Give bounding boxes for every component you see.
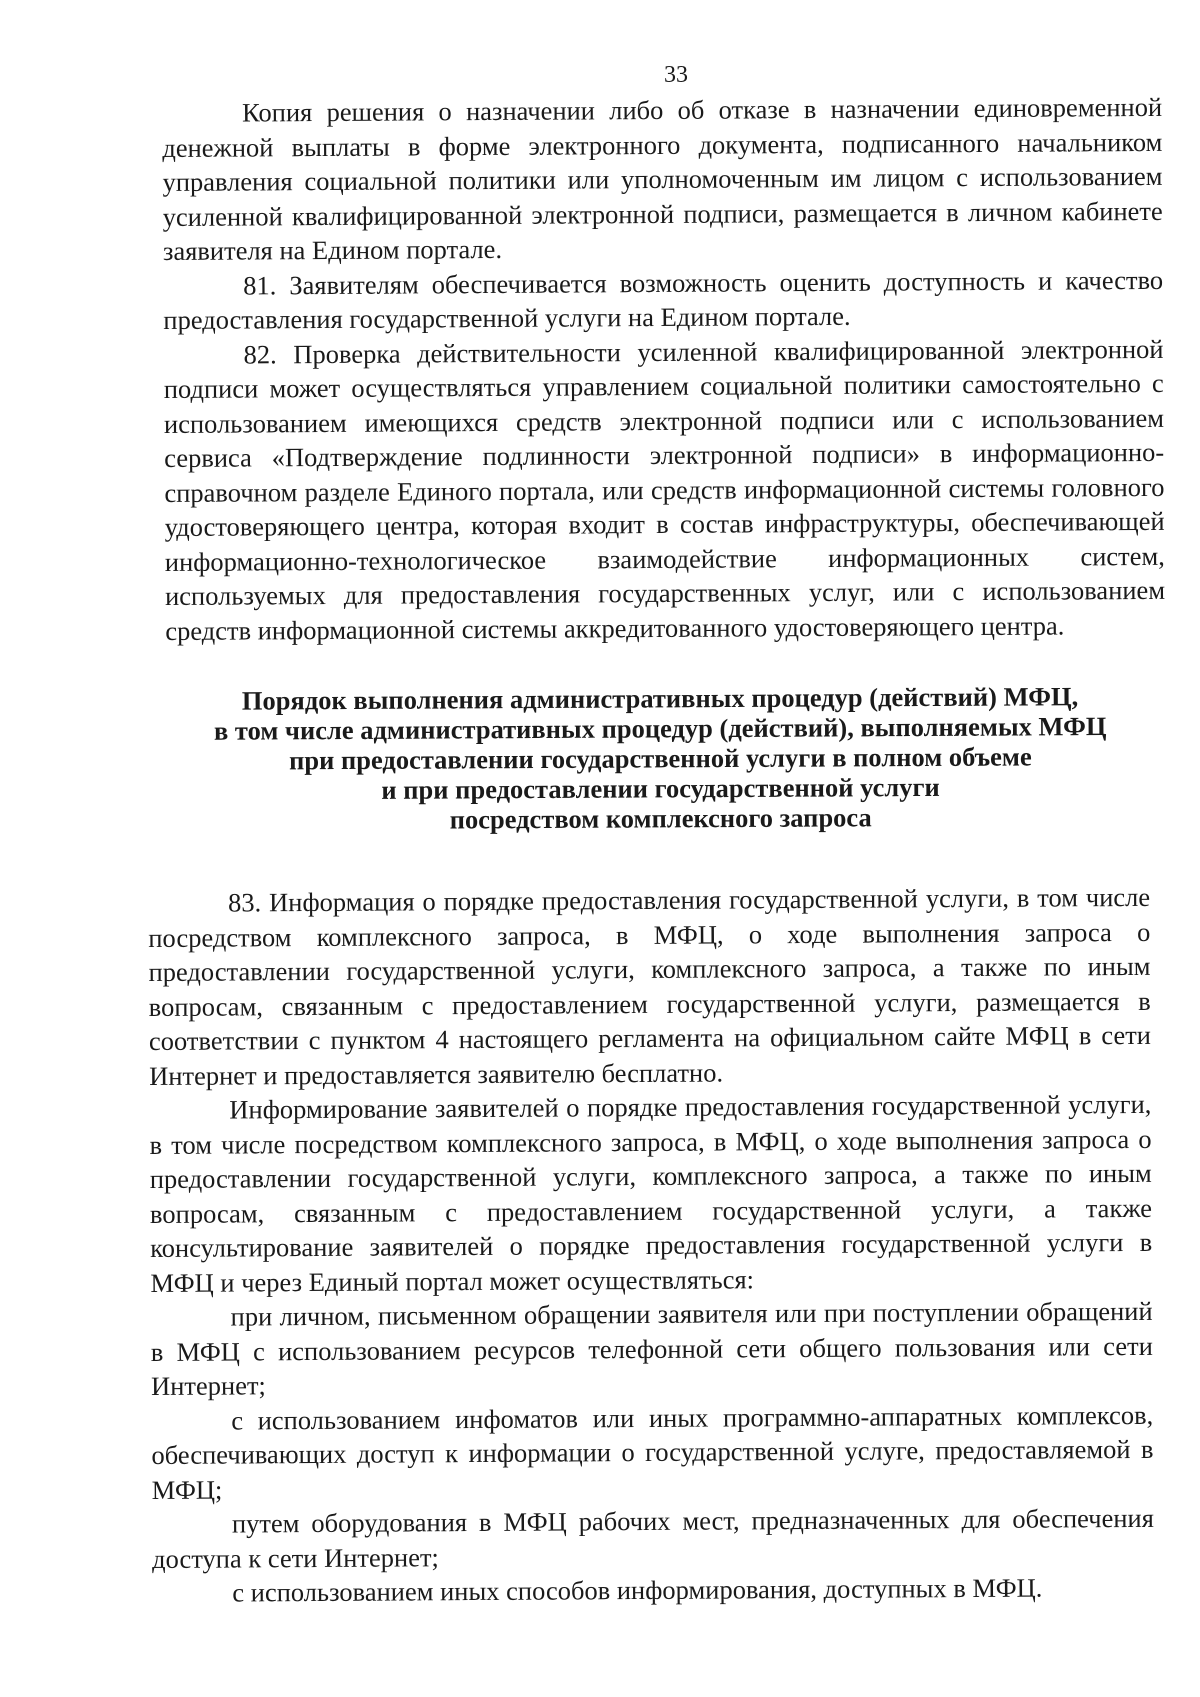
- section-heading: [160, 681, 1161, 836]
- page-number: 33: [664, 62, 688, 88]
- paragraph-informing: Информирование заявителей о порядке предоставления государственной услуги, в том числе посредством комплексного запроса, в МФЦ, о ходе выполнения запроса о предоставлении государственной услуги, комплексного запроса, а также по иным вопросам, связанным с предоставлением государственной услуги, а также консультирование заявителей о порядке предоставления государственной услуги в МФЦ и через Единый портал может осуществляться:: [149, 1088, 1153, 1298]
- heading-line: и при предоставлении государственной услуги: [381, 771, 940, 805]
- paragraph-81: 81. Заявителям обеспечивается возможность оценить доступность и качество предоставления государственной услуги на Едином портале.: [163, 264, 1164, 335]
- list-item-infomats: с использованием инфоматов или иных программно-аппаратных комплексов, обеспечивающих доступ к информации о государственной услуге, предоставляемой в МФЦ;: [151, 1399, 1154, 1505]
- heading-line: при предоставлении государственной услуги в полном объеме: [288, 741, 1032, 776]
- list-item-personal-request: при личном, письменном обращении заявителя или при поступлении обращений в МФЦ с использованием ресурсов телефонной сети общего пользования или сети Интернет;: [150, 1295, 1153, 1401]
- heading-line: в том числе административных процедур (действий), выполняемых МФЦ: [213, 711, 1107, 746]
- paragraph-decision-copy: Копия решения о назначении либо об отказе в назначении единовременной денежной выплаты в форме электронного документа, подписанного начальником управления социальной политики или уполномоченным им лицом с использованием усиленной квалифицированной электронной подписи, размещается в личном кабинете заявителя на Едином портале.: [162, 91, 1163, 266]
- bottom-text-block: [148, 880, 1154, 1611]
- top-text-block: [162, 90, 1165, 648]
- paragraph-82: 82. Проверка действительности усиленной квалифицированной электронной подписи может осуществляться управлением социальной политики самостоятельно с использованием имеющихся средств электронной подписи или с использованием сервиса «Подтверждение подлинности электронной подписи» в информационно-справочном разделе Единого портала, или средств информационной системы головного удостоверяющего центра, которая входит в состав инфраструктуры, обеспечивающей информационно-технологическое взаимодействие информационных систем, используемых для предоставления государственных услуг, или с использованием средств информационной системы аккредитованного удостоверяющего центра.: [163, 333, 1166, 646]
- heading-line: Порядок выполнения административных процедур (действий) МФЦ,: [241, 681, 1079, 716]
- list-item-workplaces: путем оборудования в МФЦ рабочих мест, предназначенных для обеспечения доступа к сети Интернет;: [152, 1502, 1154, 1574]
- paragraph-83: 83. Информация о порядке предоставления государственной услуги, в том числе посредством комплексного запроса, в МФЦ, о ходе выполнения запроса о предоставлении государственной услуги, комплексного запроса, а также по иным вопросам, связанным с предоставлением государственной услуги, размещается в соответствии с пунктом 4 настоящего регламента на официальном сайте МФЦ в сети Интернет и предоставляется заявителю бесплатно.: [148, 881, 1152, 1091]
- heading-line: посредством комплексного запроса: [449, 802, 872, 835]
- list-item-other-methods: с использованием иных способов информирования, доступных в МФЦ.: [232, 1572, 1043, 1608]
